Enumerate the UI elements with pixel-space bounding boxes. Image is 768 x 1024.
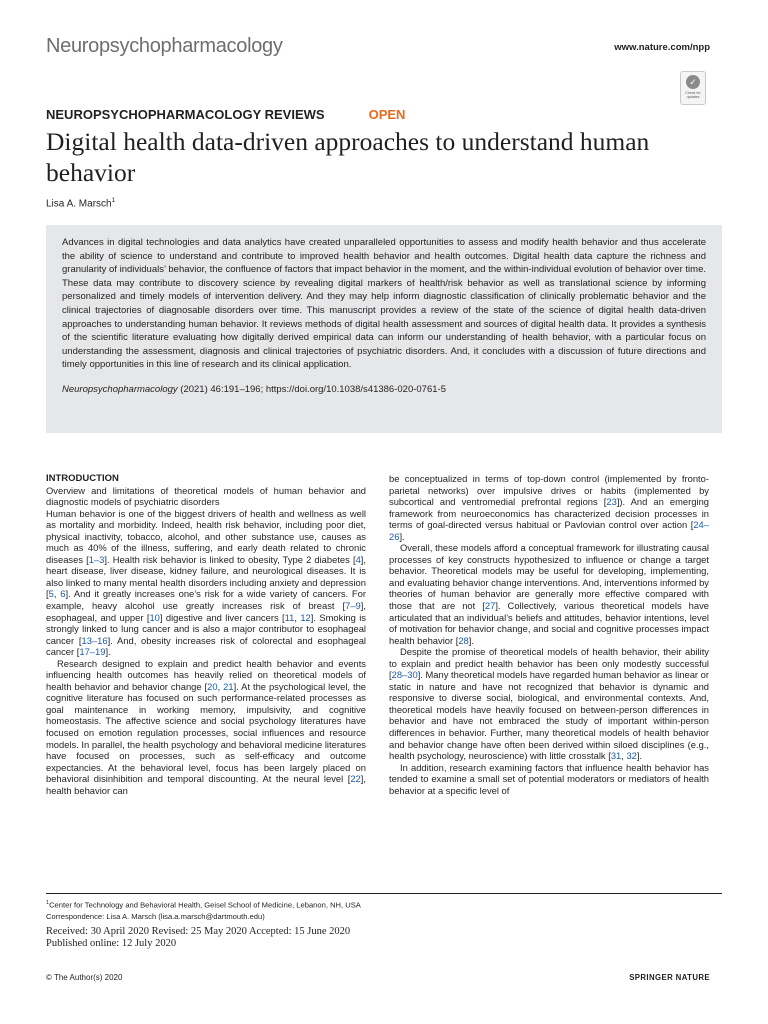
citation-details[interactable]: (2021) 46:191–196; https://doi.org/10.1038/s41386-020-0761-5 [177,383,446,395]
text-run: ]. Health risk behavior is linked to obesity, Type 2 diabetes [ [104,553,356,565]
published-date: Published online: 12 July 2020 [46,938,177,949]
text-run: ]. Smoking is strongly linked to lung cancer and is also a major contributor to esophageal cancer [ [46,611,366,646]
open-access-label: OPEN [368,107,406,122]
author-name[interactable]: Lisa A. Marsch [46,198,112,210]
citation-journal: Neuropsychopharmacology [62,383,178,395]
text-run: ]. [636,750,643,762]
reference-link[interactable]: 28 [458,634,469,646]
text-run: ] digestive and liver cancers [ [159,611,285,623]
reference-link[interactable]: 12 [300,611,311,623]
paragraph [389,542,709,646]
check-updates-label: Check for updates [685,91,701,100]
footnote-divider [46,893,722,894]
affiliation-marker: 1 [46,900,50,906]
reference-link[interactable]: 6 [60,588,66,600]
reference-link[interactable]: 17–19 [79,646,106,658]
text-run: , [53,588,61,600]
text-run: ]. [105,646,111,658]
reference-link[interactable]: 10 [149,611,160,623]
text-run: ]). And an emerging framework from neuroeconomics has characterized decision processes in terms of goal-directed versus habitual or Pavlovian control over action [ [389,496,709,531]
reference-link[interactable]: 32 [626,750,637,762]
correspondence-note[interactable]: Correspondence: Lisa A. Marsch (lisa.a.marsch@dartmouth.edu) [46,911,265,921]
right-column [389,473,709,796]
paragraph [46,508,366,658]
reference-link[interactable]: 24–26 [389,519,709,542]
reference-link[interactable]: 11 [284,611,295,623]
text-run: ]. Collectively, various theoretical models have articulated that an individual’s beliefs and attitudes, behavior intentions, level of motivation for behavior change, and social and cognitive processes impact health behavior [ [389,600,709,646]
text-run: ], heart disease, liver disease, kidney failure, and neurological diseases. It is also linked to many mental health disorders including anxiety and depression [ [46,553,366,600]
text-run: Despite the promise of theoretical models of health behavior, their ability to explain and predict health behavior has been only modestly successful [ [389,646,709,681]
text-run: , [294,611,301,623]
text-run: ], esophageal, and upper [ [46,600,366,623]
paragraph [389,762,709,797]
copyright: © The Author(s) 2020 [46,973,123,982]
reference-link[interactable]: 28–30 [391,669,418,681]
author-line [46,197,115,209]
check-updates-badge[interactable] [680,71,706,105]
reference-link[interactable]: 1–3 [88,553,105,565]
reference-link[interactable]: 22 [350,773,361,785]
paragraph [46,658,366,797]
reference-link[interactable]: 21 [223,680,234,692]
reference-link[interactable]: 5 [48,588,54,600]
section-label: NEUROPSYCHOPHARMACOLOGY REVIEWS [46,107,325,122]
text-run: ]. Many theoretical models have regarded human behavior as linear or static in nature and have not recognized that behavior is dynamic and responsive to diverse social, biological, and environmental contexts. And, theoretical models have heavily focused on between-person differences in behavior and have not embraced the study of important within-person differences in behavior. Further, many theoretical models of health behavior and behavior change have often been derived within siloed disciplines (e.g., health psychology, neuroscience) with little crosstalk [ [389,669,709,762]
affiliation-note [46,898,361,911]
text-run: ]. And it greatly increases one’s risk for a wide variety of cancers. For example, heavy alcohol use greatly increases risk of breast [ [46,588,366,612]
text-run: In addition, research examining factors that influence health behavior has tended to examine a small set of potential moderators or mediators of health behavior at a specific level of [389,761,709,796]
text-run: Human behavior is one of the biggest drivers of health and wellness as well as mortality and morbidity. Indeed, health risk behavior, including poor diet, physical inactivity, tobacco, alcohol, and other substance use, causes as much as 40% of the illness, suffering, and early death related to chronic diseases [ [46,507,366,565]
text-run: Research designed to explain and predict health behavior and events influencing health outcomes has heavily relied on theoretical models of health behavior and behavior change [ [46,657,366,692]
abstract-box [46,225,722,433]
text-run: Overall, these models afford a conceptual framework for illustrating causal processes of key constructs hypothesized to influence or change a target behavior. Theoretical models may be useful for developing, implementing, and evaluating behavior change interventions. And, interventions informed by theories of human behavior are generally more effective compared with those that are not [ [389,542,709,612]
reference-link[interactable]: 31 [610,750,622,762]
journal-name: Neuropsychopharmacology [46,35,283,57]
text-run: ]. [399,530,405,542]
paragraph [389,473,709,542]
reference-link[interactable]: 20 [207,680,218,692]
text-run: , [217,680,224,692]
reference-link[interactable]: 13–16 [81,634,108,646]
text-run: ]. [468,634,474,646]
text-run: , [621,750,627,762]
reference-link[interactable]: 23 [606,496,617,508]
check-updates-icon: ✓ [686,75,700,89]
abstract-text: Advances in digital technologies and data analytics have created unparalleled opportunities to assess and modify health behavior and thus accelerate the ability of science to understand and contribute to improved health behavior and health outcomes. Digital health data capture the richness and granularity of individuals’ behavior, the confluence of factors that impact behavior in the moment, and the within-individual evolution of behavior over time. These data may contribute to discovery science by revealing digital markers of health/risk behavior as well as translational science by informing personalized and timely models of intervention delivery. And they may help inform diagnostic classification of clinically problematic behavior and the clinical trajectories of diagnosable disorders over time. This manuscript provides a review of the state of the science of digital health data-driven approaches to understanding human behavior. It reviews methods of digital health assessment and sources of digital health data. It provides a synthesis of the scientific literature evaluating how digitally derived empirical data can inform our understanding of health behavior, with a particular focus on understanding the assessment, diagnosis and clinical trajectories of psychiatric disorders. And, it concludes with a discussion of future directions and timely opportunities in this line of research and its clinical application. [62,237,706,371]
text-run: ]. At the psychological level, the cognitive literature has focused on such performance-related processes as goal maintenance in working memory, impulsivity, and cognitive homeostasis. The affective science and social psychology literatures have focused on emotion regulation processes, social influences and resource models. In parallel, the health psychology and behavioral medicine literatures have focused on processes, such as self-efficacy and outcome expectancies. At the behavioral level, focus has been largely placed on behavioral disinhibition and temporal discounting. At the neural level [ [46,680,367,785]
journal-url[interactable]: www.nature.com/npp [614,42,710,53]
footnotes [46,898,361,922]
article-dates [46,926,350,950]
reference-link[interactable]: 27 [484,600,496,612]
section-label-row [46,107,405,122]
article-title: Digital health data-driven approaches to understand human behavior [46,127,650,187]
author-affiliation-marker: 1 [111,197,116,204]
text-run: ], health behavior can [46,773,366,796]
affiliation-text: Center for Technology and Behavioral Health, Geisel School of Medicine, Lebanon, NH, USA [49,900,361,910]
reference-link[interactable]: 4 [355,553,361,565]
section-heading: INTRODUCTION [46,473,119,484]
citation-line [62,384,706,395]
received-dates: Received: 30 April 2020 Revised: 25 May 2020 Accepted: 15 June 2020 [46,926,351,937]
reference-link[interactable]: 7–9 [345,600,361,612]
paragraph [389,646,709,761]
publisher-logo: SPRINGER NATURE [629,973,710,982]
left-column [46,473,366,796]
text-run: be conceptualized in terms of top-down control (implemented by fronto-parietal networks) over impulsive drives or habits (implemented by subcortical and ventromedial prefrontal regions [ [389,473,709,508]
text-run: ]. And, obesity increases risk of colorectal and esophageal cancer [ [46,634,366,658]
subsection-heading: Overview and limitations of theoretical models of human behavior and diagnostic models of psychiatric disorders [46,484,366,508]
